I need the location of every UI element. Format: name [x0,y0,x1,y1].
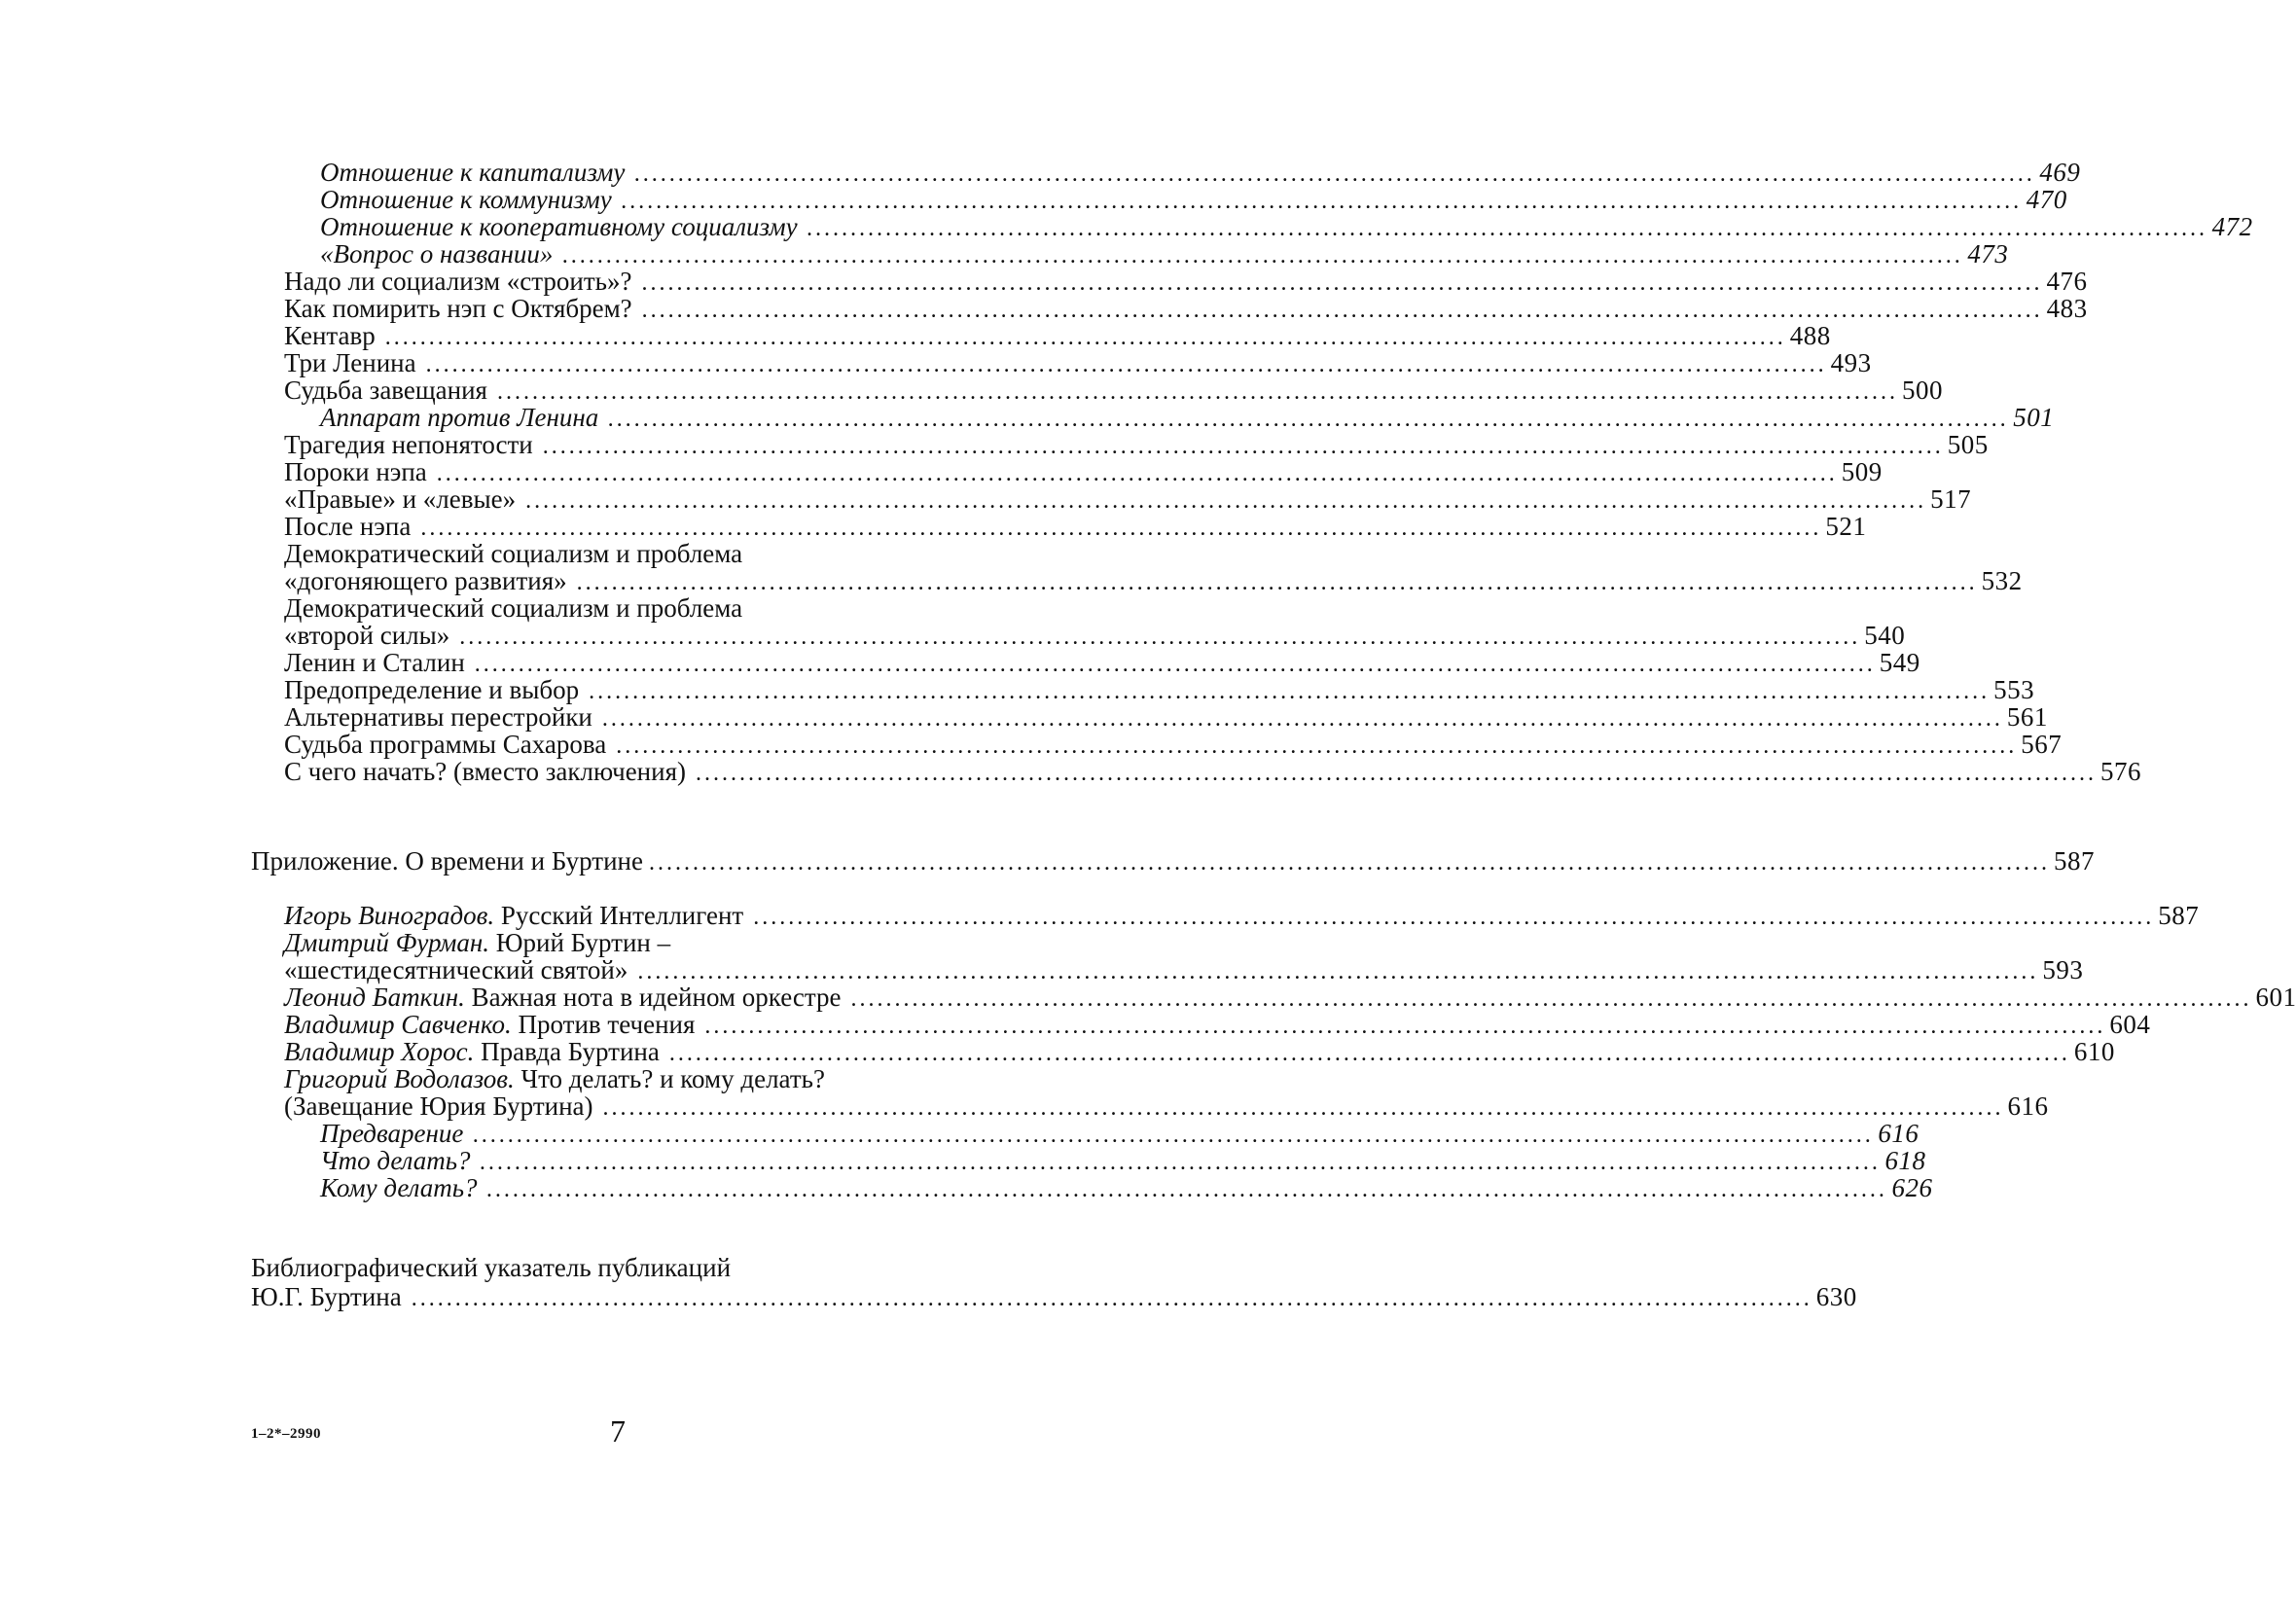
toc-entry: Кентавр ................................................................................................................................................................ 488 [284,321,1831,350]
toc-page-number: 630 [1815,1282,1857,1311]
toc-entry: Кому делать? ................................................................................................................................................................ 626 [320,1173,1933,1202]
toc-entry: Предварение ................................................................................................................................................................ 616 [320,1119,1919,1148]
toc-entry: Отношение к коммунизму ................................................................................................................................................................ 470 [320,185,2067,214]
dot-leader: ................................................................................................................................................................ [668,1041,2070,1066]
toc-entry: После нэпа ................................................................................................................................................................ 521 [284,512,1867,541]
toc-entry: «догоняющего развития» ................................................................................................................................................................ 532 [284,566,2023,595]
toc-entry: Предопределение и выбор ................................................................................................................................................................ 553 [284,675,2035,704]
dot-leader: ................................................................................................................................................................ [621,189,2023,214]
toc-page-number: 593 [2042,955,2084,984]
dot-leader: ................................................................................................................................................................ [384,325,1786,350]
toc-page-number: 567 [2021,730,2063,759]
dot-leader: ................................................................................................................................................................ [486,1177,1888,1202]
dot-leader: ................................................................................................................................................................ [641,270,2043,296]
toc-page-number: 476 [2046,267,2088,296]
toc-entry: Как помирить нэп с Октябрем? ................................................................................................................................................................ 483 [284,294,2088,323]
toc-page-number: 561 [2006,702,2048,732]
toc-page-number: 501 [2013,403,2055,432]
toc-entry: Судьба завещания ................................................................................................................................................................ 500 [284,375,1943,405]
toc-entry: Судьба программы Сахарова ................................................................................................................................................................ 567 [284,730,2063,759]
dot-leader: ................................................................................................................................................................ [641,298,2043,323]
toc-entry: Игорь Виноградов. Русский Интеллигент ................................................................................................................................................................ 587 [284,901,2200,930]
toc-page-number: 587 [2053,846,2095,876]
toc-page-number: 626 [1891,1173,1933,1202]
toc-page-number: 469 [2039,158,2081,187]
toc-entry: Григорий Водолазов. Что делать? и кому делать? [284,1064,825,1093]
dot-leader: ................................................................................................................................................................ [753,905,2155,930]
toc-entry: Альтернативы перестройки ................................................................................................................................................................ 561 [284,702,2048,732]
toc-entry: «шестидесятнический святой» ................................................................................................................................................................ 593 [284,955,2084,984]
toc-entry: Владимир Хорос. Правда Буртина ................................................................................................................................................................ 610 [284,1037,2115,1066]
dot-leader: ................................................................................................................................................................ [496,379,1898,405]
dot-leader: ................................................................................................................................................................ [576,570,1978,595]
dot-leader: ................................................................................................................................................................ [704,1014,2106,1039]
dot-leader: ................................................................................................................................................................ [850,986,2252,1012]
toc-page-number: 587 [2158,901,2200,930]
toc-page-number: 576 [2100,757,2141,786]
toc-entry: Дмитрий Фурман. Юрий Буртин – [284,928,671,957]
toc-page-number: 500 [1901,375,1943,405]
dot-leader: ................................................................................................................................................................ [411,1286,1812,1311]
toc-page-number: 553 [1993,675,2035,704]
dot-leader: ................................................................................................................................................................ [616,733,2018,759]
toc-entry: «второй силы» ................................................................................................................................................................ 540 [284,621,1906,650]
toc-entry: Ю.Г. Буртина ................................................................................................................................................................ 630 [251,1282,1857,1311]
toc-page-number: 493 [1830,348,1872,377]
toc-page-number: 616 [1878,1119,1919,1148]
dot-leader: ................................................................................................................................................................ [542,434,1944,459]
dot-leader: ................................................................................................................................................................ [562,243,1964,268]
dot-leader: ................................................................................................................................................................ [601,706,2003,732]
toc-entry: Владимир Савченко. Против течения ................................................................................................................................................................ 604 [284,1010,2151,1039]
toc-author: Владимир Хорос. [284,1037,475,1066]
dot-leader: ................................................................................................................................................................ [436,461,1838,486]
toc-entry: Отношение к капитализму ................................................................................................................................................................ 469 [320,158,2081,187]
toc-entry: С чего начать? (вместо заключения) ................................................................................................................................................................ 576 [284,757,2141,786]
dot-leader: ................................................................................................................................................................ [696,761,2097,786]
toc-entry: Библиографический указатель публикаций [251,1253,732,1282]
toc-page-number: 532 [1981,566,2023,595]
toc-page-number: 505 [1947,430,1989,459]
toc-page-number: 618 [1884,1146,1926,1175]
dot-leader: ................................................................................................................................................................ [589,679,1991,704]
toc-author: Дмитрий Фурман. [284,928,490,957]
dot-leader: ................................................................................................................................................................ [473,1123,1875,1148]
toc-page-number: 549 [1879,648,1920,677]
toc-entry: Три Ленина ................................................................................................................................................................ 493 [284,348,1872,377]
toc-author: Леонид Баткин. [284,983,465,1012]
toc-entry: Аппарат против Ленина ................................................................................................................................................................ 501 [320,403,2055,432]
dot-leader: ................................................................................................................................................................ [634,161,2036,187]
dot-leader: ................................................................................................................................................................ [608,407,2010,432]
toc-page-number: 610 [2073,1037,2115,1066]
dot-leader: ................................................................................................................................................................ [637,959,2039,984]
toc-entry: Леонид Баткин. Важная нота в идейном оркестре ................................................................................................................................................................ 601 [284,983,2296,1012]
dot-leader: ................................................................................................................................................................ [602,1095,2004,1121]
toc-page-number: 509 [1841,457,1883,486]
toc-entry: Отношение к кооперативному социализму ................................................................................................................................................................ 472 [320,212,2253,241]
toc-page-number: 472 [2211,212,2253,241]
dot-leader: ................................................................................................................................................................ [474,652,1876,677]
toc-author: Владимир Савченко. [284,1010,512,1039]
printer-signature-code: 1–2*–2990 [251,1426,321,1442]
toc-entry: Трагедия непонятости ................................................................................................................................................................ 505 [284,430,1989,459]
dot-leader: ................................................................................................................................................................ [807,216,2208,241]
toc-appendix-entry: Приложение. О времени и Буртине ................................................................................................................................................................ 587 [251,846,2095,876]
toc-page-number: 616 [2007,1091,2049,1121]
toc-entry: Что делать? ................................................................................................................................................................ 618 [320,1146,1926,1175]
toc-entry: «Правые» и «левые» ................................................................................................................................................................ 517 [284,484,1972,514]
dot-leader: ................................................................................................................................................................ [525,488,1927,514]
dot-leader: ................................................................................................................................................................ [420,516,1822,541]
toc-entry: Ленин и Сталин ................................................................................................................................................................ 549 [284,648,1920,677]
toc-page-number: 601 [2255,983,2296,1012]
toc-entry: Пороки нэпа ................................................................................................................................................................ 509 [284,457,1883,486]
dot-leader: ................................................................................................................................................................ [459,625,1861,650]
toc-page-number: 488 [1789,321,1831,350]
toc-page-number: 521 [1825,512,1867,541]
toc-entry: Демократический социализм и проблема [284,593,743,623]
toc-entry: (Завещание Юрия Буртина) ................................................................................................................................................................ 616 [284,1091,2049,1121]
toc-entry: Надо ли социализм «строить»? ................................................................................................................................................................ 476 [284,267,2088,296]
toc-page-number: 483 [2046,294,2088,323]
toc-entry: «Вопрос о названии» ................................................................................................................................................................ 473 [320,239,2009,268]
toc-page-number: 604 [2109,1010,2151,1039]
toc-page-number: 473 [1967,239,2009,268]
toc-author: Григорий Водолазов. [284,1064,515,1093]
dot-leader: ................................................................................................................................................................ [648,850,2050,876]
dot-leader: ................................................................................................................................................................ [425,352,1827,377]
dot-leader: ................................................................................................................................................................ [480,1150,1882,1175]
toc-entry: Демократический социализм и проблема [284,539,743,568]
toc-page-number: 470 [2026,185,2067,214]
toc-page-number: 540 [1864,621,1906,650]
toc-page-number: 517 [1930,484,1972,514]
toc-author: Игорь Виноградов. [284,901,495,930]
page-number: 7 [610,1413,626,1448]
